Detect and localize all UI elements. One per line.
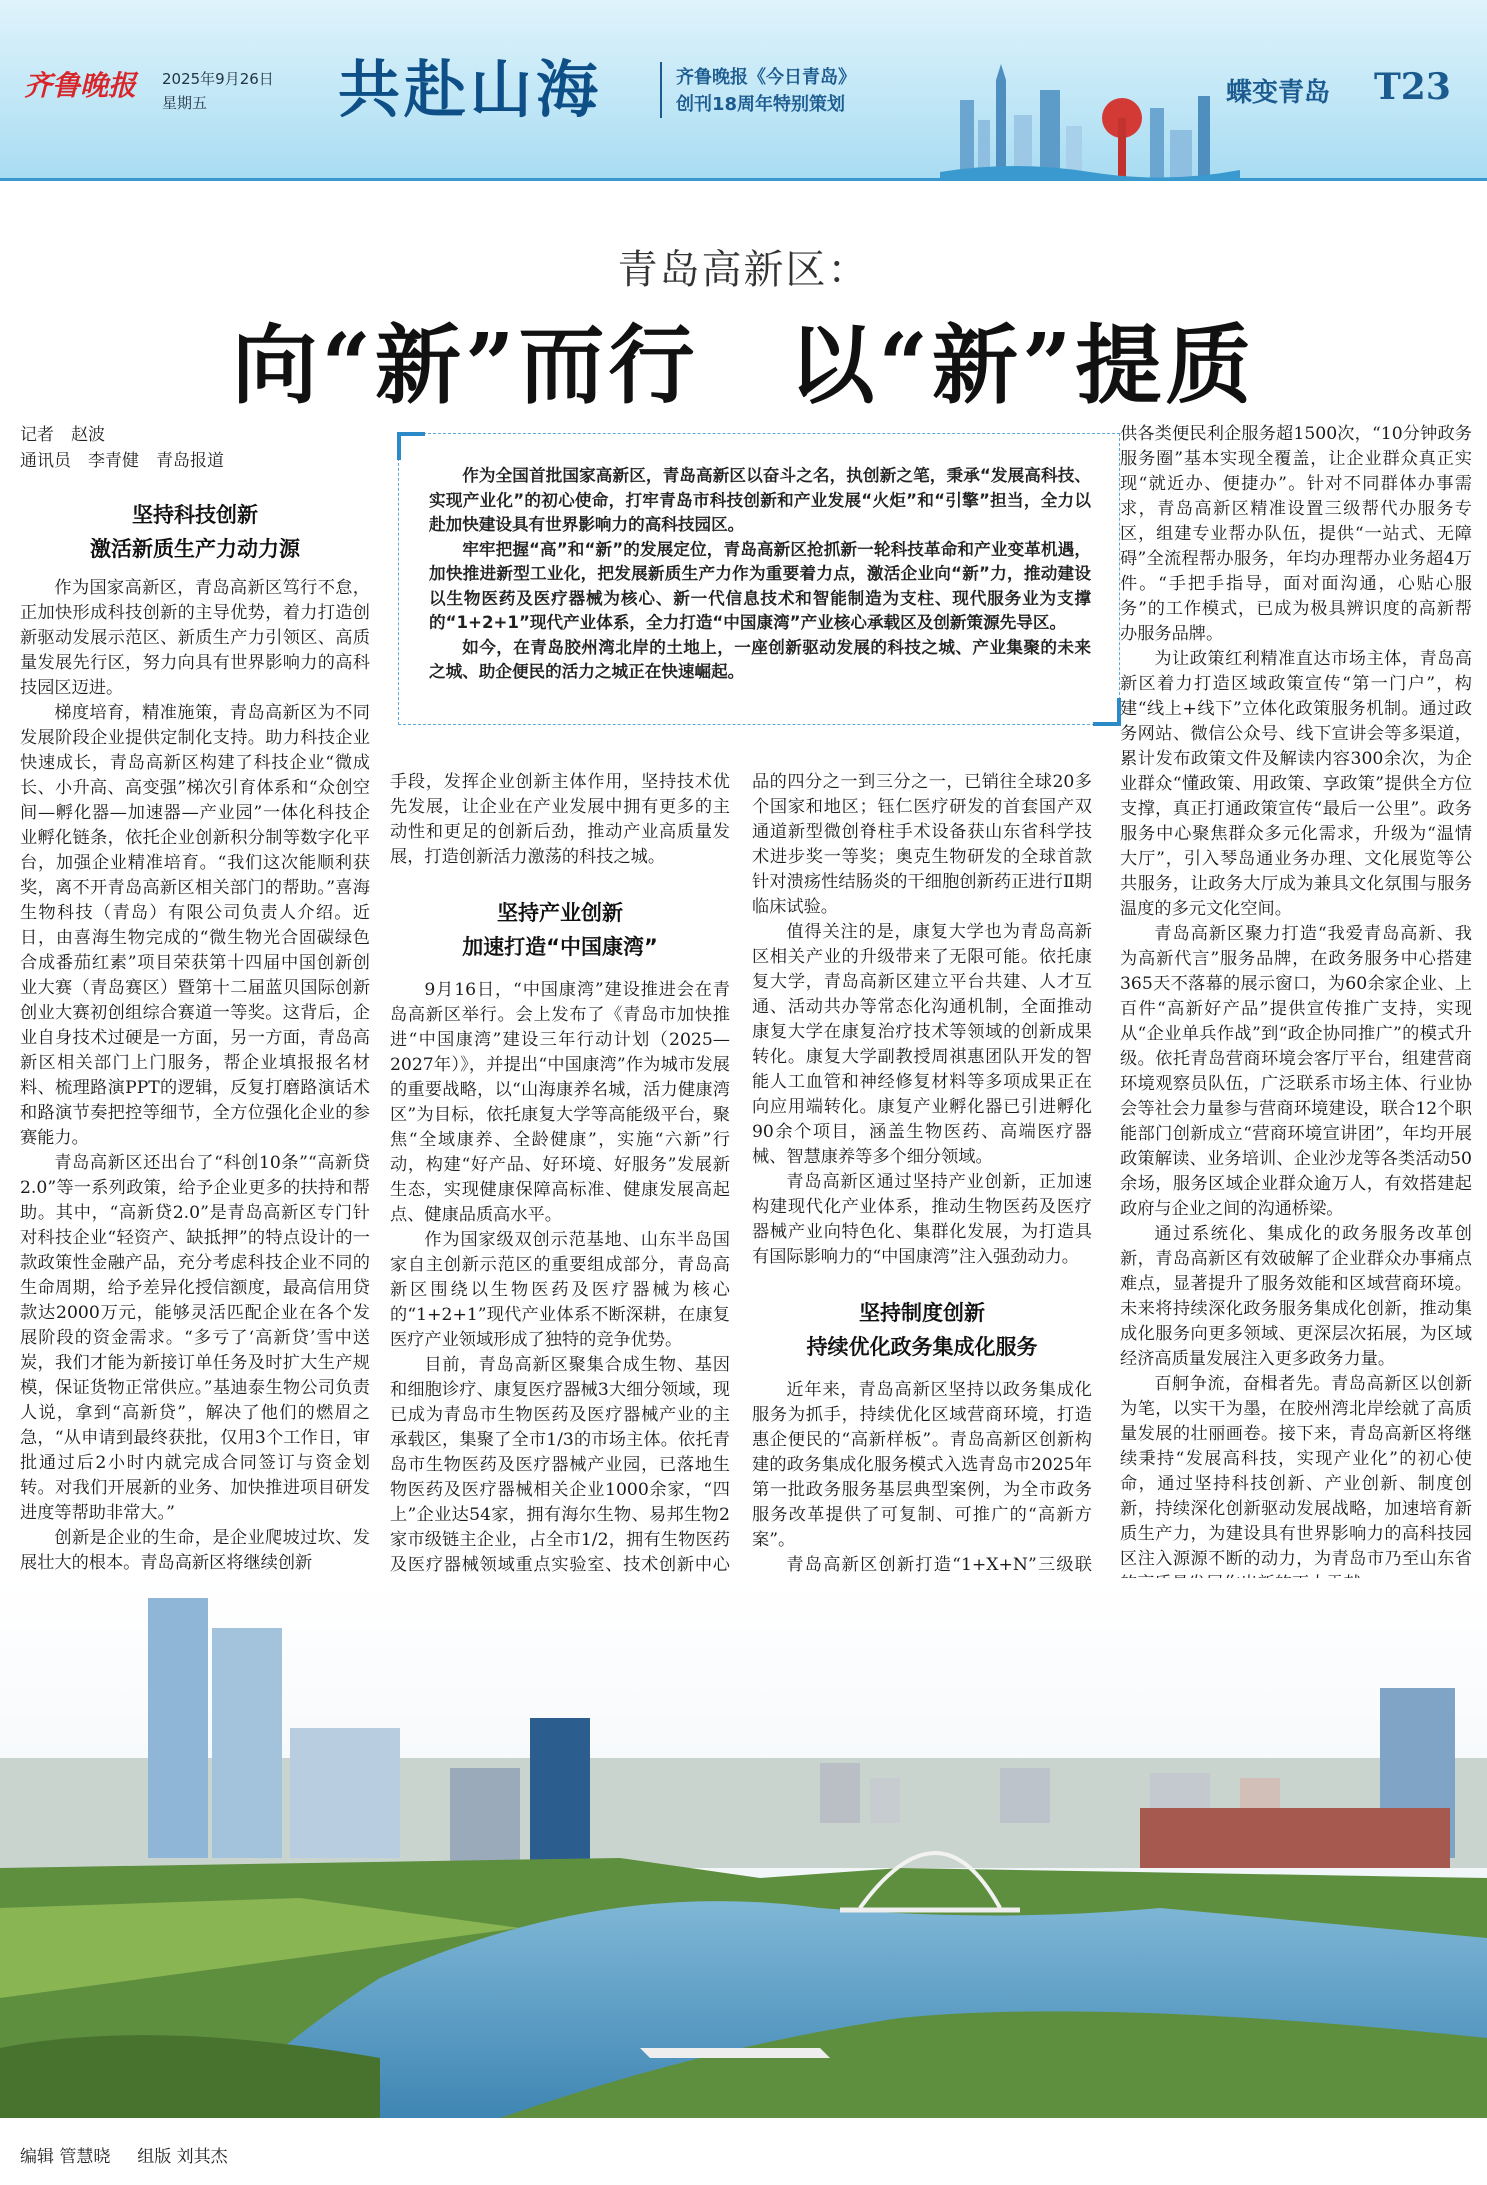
- section-3-subheading: 持续优化政务集成化服务: [806, 1335, 1038, 1359]
- paragraph: 品的四分之一到三分之一，已销往全球20多个国家和地区；钰仁医疗研发的首套国产双通道新型微创脊柱手术设备获山东省科学技术进步奖一等奖；奥克生物研发的全球首款针对溃疡性结肠炎的干细胞创新药正进行Ⅱ期临床试验。: [752, 772, 1092, 917]
- lead-paragraph: 如今，在青岛胶州湾北岸的土地上，一座创新驱动发展的科技之城、产业集聚的未来之城、助企便民的活力之城正在快速崛起。: [429, 637, 1091, 681]
- brand-logo: 齐鲁晚报: [24, 69, 137, 102]
- credits: [20, 2142, 228, 2167]
- paragraph: 通过系统化、集成化的政务服务改革创新，青岛高新区有效破解了企业群众办事痛点难点，显著提升了服务效能和区域营商环境。未来将持续深化政务服务集成化创新，推动集成化服务向更多领域、更深层次拓展，为区域经济高质量发展注入更多政务力量。: [1120, 1224, 1472, 1369]
- section-3-heading: 坚持制度创新: [859, 1301, 985, 1325]
- masthead: [0, 0, 1487, 181]
- paragraph: 供各类便民利企服务超1500次，“10分钟政务服务圈”基本实现全覆盖，让企业群众真正实现“就近办、便捷办”。针对不同群体办事需求，青岛高新区精准设置三级帮代办服务专区，组建专业帮办队伍，提供“一站式、无障碍”全流程帮办服务，年均办理帮办业务超4万件。“手把手指导，面对面沟通，心贴心服务”的工作模式，已成为极具辨识度的高新帮办服务品牌。: [1120, 424, 1472, 644]
- campaign-subtitle: 创刊18周年特别策划: [676, 94, 846, 115]
- lead-paragraph: 牢牢把握“高”和“新”的发展定位，青岛高新区抢抓新一轮科技革命和产业变革机遇，加快推进新型工业化，把发展新质生产力作为重要着力点，激活企业向“新”力，推动建设以生物医药及医疗器械为核心、新一代信息技术和智能制造为支柱、现代服务业为支撑的“1+2+1”现代产业体系，全力打造“中国康湾”产业核心承载区及创新策源先导区。: [429, 539, 1091, 632]
- paragraph: 为让政策红利精准直达市场主体，青岛高新区着力打造区域政策宣传“第一门户”，构建“线上+线下”立体化政策服务机制。通过政务网站、微信公众号、线下宣讲会等多渠道，累计发布政策文件及解读内容300余次，为企业群众“懂政策、用政策、享政策”提供全方位支撑，真正打通政策宣传“最后一公里”。政务服务中心聚焦群众多元化需求，升级为“温情大厅”，引入琴岛通业务办理、文化展览等公共服务，让政务大厅成为兼具文化氛围与服务温度的多元文化空间。: [1120, 649, 1472, 919]
- campaign-title: 齐鲁晚报《今日青岛》: [676, 67, 856, 88]
- paragraph: 9月16日，“中国康湾”建设推进会在青岛高新区举行。会上发布了《青岛市加快推进“中国康湾”建设三年行动计划（2025—2027年）》，并提出“中国康湾”作为城市发展的重要战略，以“山海康养名城，活力健康湾区”为目标，依托康复大学等高能级平台，聚焦“全域康养、全龄健康”，实施“六新”行动，构建“好产品、好环境、好服务”发展新生态，实现健康保障高标准、健康发展高起点、健康品质高水平。: [390, 980, 730, 1225]
- lead-text: [429, 464, 1091, 685]
- paragraph: 手段，发挥企业创新主体作用，坚持技术优先发展，让企业在产业发展中拥有更多的主动性和更足的创新后劲，推动产业高质量发展，打造创新活力激荡的科技之城。: [390, 772, 730, 867]
- lead-box-corner: [1093, 698, 1121, 726]
- paragraph: 青岛高新区创新打造“1+X+N”三级联: [786, 1555, 1092, 1575]
- lead-paragraph: 作为全国首批国家高新区，青岛高新区以奋斗之名，执创新之笔，秉承“发展高科技、实现产业化”的初心使命，打牢青岛市科技创新和产业发展“火炬”和“引擎”担当，全力以赴加快建设具有世界影响力的高科技园区。: [429, 466, 1091, 534]
- column-1: [20, 498, 370, 1576]
- column-4: [1120, 422, 1472, 1597]
- article-headline: 向“新”而行 以“新”提质: [231, 315, 1256, 416]
- section-2-body: [390, 978, 730, 1653]
- page-number: T23: [1374, 66, 1451, 108]
- column-3: [752, 770, 1092, 1628]
- section-1-body: [20, 576, 370, 1576]
- byline-correspondents: 通讯员 李青健 青岛报道: [20, 451, 224, 471]
- section-1-heading: 坚持科技创新: [132, 503, 258, 527]
- paragraph: 青岛高新区聚力打造“我爱青岛高新、我为高新代言”服务品牌，在政务服务中心搭建365天不落幕的展示窗口，为60余家企业、上百件“高新好产品”提供宣传推广支持，实现从“企业单兵作战”到“政企协同推广”的模式升级。依托青岛营商环境会客厅平台，组建营商环境观察员队伍，广泛联系市场主体、行业协会等社会力量参与营商环境建设，联合12个职能部门创新成立“营商环境宣讲团”，年均开展政策解读、业务培训、企业沙龙等各类活动50余场，服务区域企业群众逾万人，有效搭建起政府与企业之间的沟通桥梁。: [1120, 924, 1472, 1219]
- article-kicker: 青岛高新区：: [617, 247, 870, 293]
- section-2-heading: 坚持产业创新: [497, 901, 623, 925]
- paragraph: 近年来，青岛高新区坚持以政务集成化服务为抓手，持续优化区域营商环境，打造惠企便民的“高新样板”。青岛高新区创新构建的政务集成化服务模式入选青岛市2025年第一批政务服务基层典型案例，为全市政务服务改革提供了可复制、可推广的“高新方案”。: [752, 1380, 1092, 1550]
- issue-date: 2025年9月26日: [162, 70, 274, 88]
- issue-weekday: 星期五: [162, 94, 208, 112]
- paragraph: 百舸争流，奋楫者先。青岛高新区以创新为笔，以实干为墨，在胶州湾北岸绘就了高质量发展的壮丽画卷。接下来，青岛高新区将继续秉持“发展高科技，实现产业化”的初心使命，通过坚持科技创新、产业创新、制度创新，持续深化创新驱动发展战略，加速培育新质生产力，为建设具有世界影响力的高科技园区注入源源不断的动力，为青岛市乃至山东省: [1120, 1374, 1472, 1569]
- paragraph: 创新是企业的生命，是企业爬坡过坎、发展壮大的根本。青岛高新区将继续创新: [20, 1528, 370, 1573]
- aerial-photo: [0, 1578, 1487, 2118]
- section-1-continued: [390, 770, 730, 870]
- paragraph: 作为国家级双创示范基地、山东半岛国家自主创新示范区的重要组成部分，青岛高新区围绕以生物医药及医疗器械为核心的“1+2+1”现代产业体系不断深耕，在康复医疗产业领域形成了独特的竞争优势。: [390, 1230, 730, 1350]
- lead-box-corner: [397, 432, 425, 460]
- section-name: 蝶变青岛: [1226, 78, 1331, 108]
- column-2: [390, 770, 730, 1653]
- section-2-continued: [752, 770, 1092, 1270]
- layout-credit: 组版 刘其杰: [137, 2147, 228, 2167]
- paragraph: 作为国家高新区，青岛高新区笃行不怠，正加快形成科技创新的主导优势，着力打造创新驱动发展示范区、新质生产力引领区、高质量发展先行区，努力向具有世界影响力的高科技园区迈进。: [20, 578, 370, 698]
- paragraph: 目前，青岛高新区聚集合成生物、基因和细胞诊疗、康复医疗器械3大细分领域，现已成为青岛市生物医药及医疗器械产业的主承载区，集聚了全市1/3的市场主体。依托青岛市生物医药及医疗器械产业园，已落地生物医药及医疗器械相关企业1000余家，“四上”企业达54家，拥有海尔生物、易邦生物2家市级链主企业，占全市1/2，拥有生物医药及医疗器械领域重点实验室、技术创新中心: [390, 1355, 730, 1575]
- paragraph: 青岛高新区还出台了“科创10条”“高新贷2.0”等一系列政策，给予企业更多的扶持和帮助。其中，“高新贷2.0”是青岛高新区专门针对科技企业“轻资产、缺抵押”的特点设计的一款政策性金融产品，充分考虑科技企业不同的生命周期，给予差异化授信额度，最高信用贷款达2000万元，能够灵活匹配企业在各个发展阶段的资金需求。“多亏了‘高新贷’雪中送炭，我们才能为新接订单任务及时扩大生产规模，保证货物正常供应。”基迪泰生物公司负责人说，拿到“高新贷”，解决了他们的燃眉之急，“从申请到最终获批，仅用3个工作日，审批通过后2小时内就完成合同签订与资金划转。对我们开展新的业务、加快推进项目研发进度等帮助非常大。”: [20, 1153, 370, 1523]
- skyline-illustration: [940, 60, 1240, 178]
- section-1-subheading: 激活新质生产力动力源: [90, 537, 300, 561]
- lead-box: [398, 433, 1120, 725]
- editor-credit: 编辑 管慧晓: [20, 2147, 111, 2167]
- paragraph: 值得关注的是，康复大学也为青岛高新区相关产业的升级带来了无限可能。依托康复大学，青岛高新区建立平台共建、人才互通、活动共办等常态化沟通机制，全面推动康复大学在康复治疗技术等领域的创新成果转化。康复大学副教授周祺惠团队开发的智能人工血管和神经修复材料等多项成果正在向应用端转化。康复产业孵化器已引进孵化90余个项目，涵盖生物医药、高端医疗器械、智慧康养等多个细分领域。: [752, 922, 1092, 1167]
- section-2-subheading: 加速打造“中国康湾”: [462, 935, 658, 959]
- aerial-city-image: [0, 1578, 1487, 2118]
- byline-reporter: 记者 赵波: [20, 425, 105, 445]
- campaign-calligraphy: 共赴山海: [338, 53, 603, 126]
- paragraph: 青岛高新区通过坚持产业创新，正加速构建现代化产业体系，推动生物医药及医疗器械产业向特色化、集群化发展，为打造具有国际影响力的“中国康湾”注入强劲动力。: [752, 1172, 1092, 1267]
- paragraph: 梯度培育，精准施策，青岛高新区为不同发展阶段企业提供定制化支持。助力科技企业快速成长，青岛高新区构建了科技企业“微成长、小升高、高变强”梯次引育体系和“众创空间—孵化器—加速器—产业园”一体化科技企业孵化链条，依托企业创新积分制等数字化平台，加强企业精准培育。“我们这次能顺利获奖，离不开青岛高新区相关部门的帮助。”喜海生物科技（青岛）有限公司负责人介绍。近日，由喜海生物完成的“微生物光合固碳绿色合成番茄红素”项目荣获第十四届中国创新创业大赛（青岛赛区）暨第十二届蓝贝国际创新创业大赛初创组综合赛道一等奖。这背后，企业自身技术过硬是一方面，另一方面，青岛高新区相关部门上门服务，帮企业填报报名材料、梳理路演PPT的逻辑，反复打磨路演话术和路演节奏把控等细节，全方位强化企业的参赛能力。: [20, 703, 370, 1148]
- section-3-continued: [1120, 422, 1472, 1597]
- header-divider: [660, 62, 662, 118]
